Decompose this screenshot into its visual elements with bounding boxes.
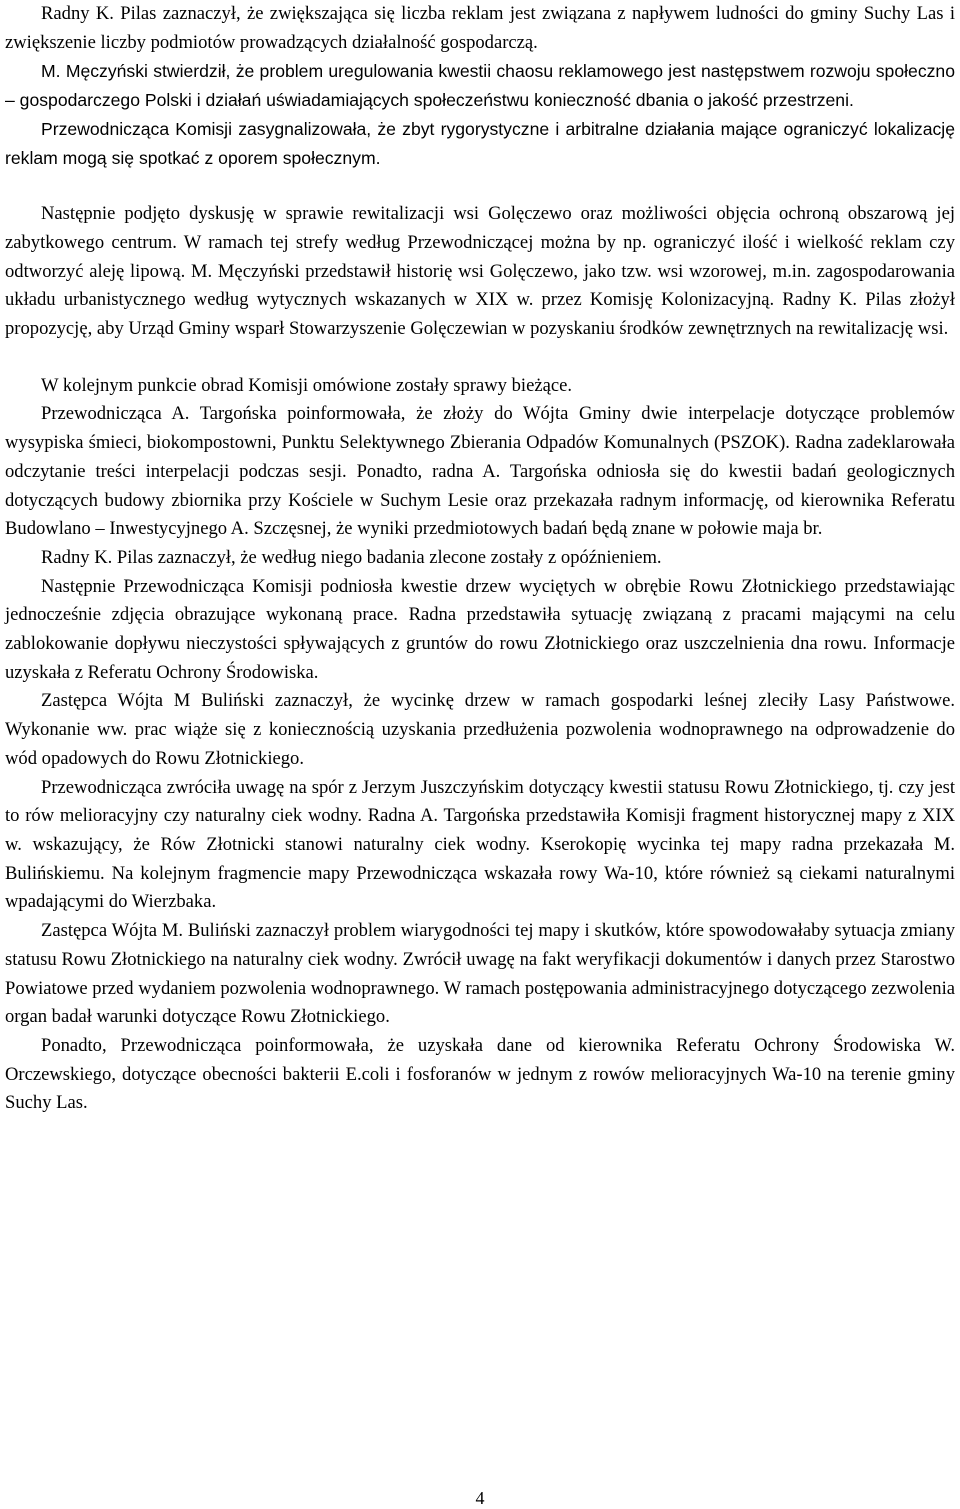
paragraph-gap: [5, 172, 955, 200]
paragraph-bakterie-ecoli: Ponadto, Przewodnicząca poinformowała, że uzyskała dane od kierownika Referatu Ochrony Środowiska W. Orczewskiego, dotyczące obecności bakterii E.coli i fosforanów w jednym z rowów melioracyjnych Wa-10 na terenie gminy Suchy Las.: [5, 1034, 955, 1114]
paragraph-przewodniczaca-opor: Przewodnicząca Komisji zasygnalizowała, że zbyt rygorystyczne i arbitralne działania mające ograniczyć lokalizację reklam mogą się spotkać z oporem społecznym.: [5, 118, 955, 168]
paragraph-gap: [5, 344, 955, 372]
paragraph-pilas-reklamy: Radny K. Pilas zaznaczył, że zwiększająca się liczba reklam jest związana z napływem ludności do gminy Suchy Las i zwiększenie liczby podmiotów prowadzących działalność gospodarczą.: [5, 3, 955, 53]
paragraph-drzewa-row: Następnie Przewodnicząca Komisji podniosła kwestie drzew wyciętych w obrębie Rowu Złotnickiego przedstawiając jednocześnie zdjęcia obrazujące wykonaną prace. Radna przedstawiła sytuację związaną z pracami mającymi na celu zablokowanie dopływu nieczystości spływających z gruntów do rowu Złotnickiego oraz uszczelnienia dna rowu. Informacje uzyskała z Referatu Ochrony Środowiska.: [5, 575, 955, 683]
paragraph-bulinski-wycinka: Zastępca Wójta M Buliński zaznaczył, że wycinkę drzew w ramach gospodarki leśnej zleciły Lasy Państwowe. Wykonanie ww. prac wiąże się z koniecznością uzyskania przedłużenia pozwolenia wodnoprawnego na odprowadzenie do wód opadowych do Rowu Złotnickiego.: [5, 690, 955, 769]
paragraph-pilas-opoznienie: Radny K. Pilas zaznaczył, że według niego badania zlecone zostały z opóźnieniem.: [41, 546, 662, 568]
document-page: [5, 0, 955, 1118]
paragraph-spor-status-rowu: Przewodnicząca zwróciła uwagę na spór z Jerzym Juszczyńskim dotyczący kwestii statusu Rowu Złotnickiego, tj. czy jest to rów melioracyjny czy naturalny ciek wodny. Radna A. Targońska przedstawiła Komisji fragment historycznej mapy z XIX w. wskazujący, że Rów Złotnicki stanowi naturalny ciek wodny. Kserokopię wycinka tej mapy radna przekazała M. Bulińskiemu. Na kolejnym fragmencie mapy Przewodnicząca wskazała rowy Wa-10, które również są ciekami naturalnymi wpadającymi do Wierzbaka.: [5, 776, 955, 913]
paragraph-targonska-interpelacje: Przewodnicząca A. Targońska poinformowała, że złoży do Wójta Gminy dwie interpelacje dotyczące problemów wysypiska śmieci, biokompostowni, Punktu Selektywnego Zbierania Odpadów Komunalnych (PSZOK). Radna zadeklarowała odczytanie treści interpelacji podczas sesji. Ponadto, radna A. Targońska odniosła się do kwestii badań geologicznych dotyczących budowy zbiornika przy Kościele w Suchym Lesie oraz przekazała radnym informację, od kierownika Referatu Budowlano – Inwestycyjnego A. Szczęsnej, że wyniki przedmiotowych badań będą znane w połowie maja br.: [5, 403, 955, 540]
paragraph-sprawy-biezace: W kolejnym punkcie obrad Komisji omówione zostały sprawy bieżące.: [41, 374, 572, 396]
paragraph-rewitalizacja: Następnie podjęto dyskusję w sprawie rewitalizacji wsi Golęczewo oraz możliwości objęcia ochroną obszarową jej zabytkowego centrum. W ramach tej strefy według Przewodniczącej można by np. ograniczyć ilość i wielkość reklam czy odtworzyć aleję lipową. M. Męczyński przedstawił historię wsi Golęczewo, jako tzw. wsi wzorowej, m.in. zagospodarowania układu urbanistycznego według wytycznych wskazanych w XIX w. przez Komisję Kolonizacyjną. Radny K. Pilas złożył propozycję, aby Urząd Gminy wsparł Stowarzyszenie Golęczewian w pozyskaniu środków zewnętrznych na rewitalizację wsi.: [5, 203, 955, 340]
page-number: 4: [475, 1488, 485, 1508]
paragraph-bulinski-mapa: Zastępca Wójta M. Buliński zaznaczył problem wiarygodności tej mapy i skutków, które spowodowałaby sytuacja zmiany statusu Rowu Złotnickiego na naturalny ciek wodny. Zwrócił uwagę na fakt weryfikacji dokumentów i danych przez Starostwo Powiatowe przed wydaniem pozwolenia wodnoprawnego. W ramach postępowania administracyjnego dotyczącego zezwolenia organ badał warunki dotyczące Rowu Złotnickiego.: [5, 920, 955, 1028]
paragraph-meczynski-chaos: M. Męczyński stwierdził, że problem uregulowania kwestii chaosu reklamowego jest następstwem rozwoju społeczno – gospodarczego Polski i działań uświadamiających społeczeństwu konieczność dbania o jakość przestrzeni.: [5, 61, 955, 111]
